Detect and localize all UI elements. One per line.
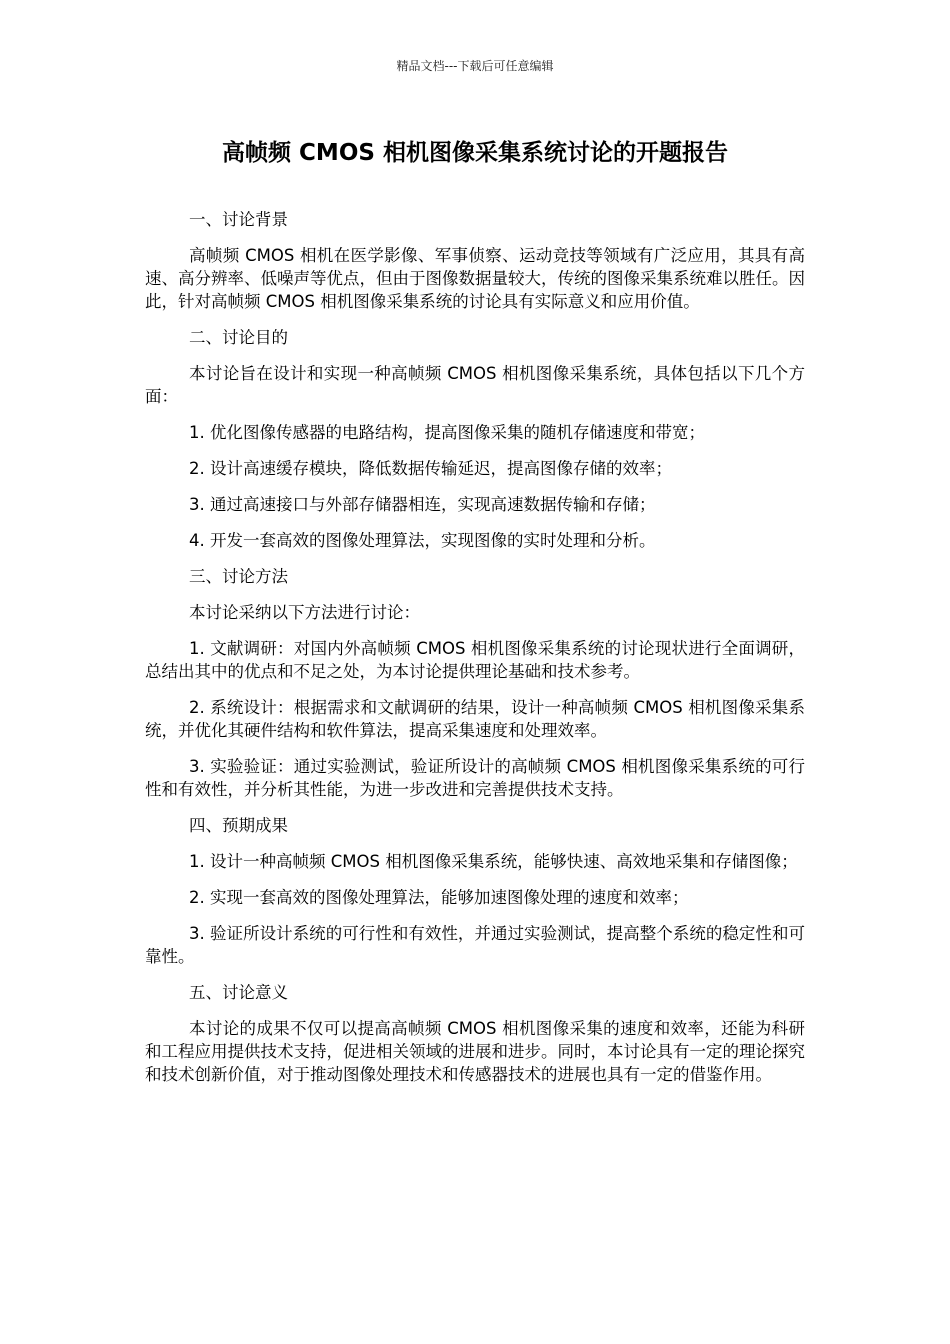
section-heading-background: 一、讨论背景 [189, 210, 288, 229]
list-item-method-3: 3. 实验验证：通过实验测试，验证所设计的高帧频 CMOS 相机图像采集系统的可行性和有效性，并分析其性能，为进一步改进和完善提供技术支持。 [145, 757, 805, 799]
list-item-purpose-1: 1. 优化图像传感器的电路结构，提高图像采集的随机存储速度和带宽； [189, 423, 705, 442]
paragraph-significance: 本讨论的成果不仅可以提高高帧频 CMOS 相机图像采集的速度和效率，还能为科研和工程应用提供技术支持，促进相关领域的进展和进步。同时，本讨论具有一定的理论探究和技术创新价值，对于推动图像处理技术和传感器技术的进展也具有一定的借鉴作用。 [145, 1019, 805, 1084]
paragraph-method-intro: 本讨论采纳以下方法进行讨论： [189, 603, 420, 622]
paragraph-purpose-intro: 本讨论旨在设计和实现一种高帧频 CMOS 相机图像采集系统，具体包括以下几个方面： [145, 364, 805, 406]
list-item-method-2: 2. 系统设计：根据需求和文献调研的结果，设计一种高帧频 CMOS 相机图像采集系统，并优化其硬件结构和软件算法，提高采集速度和处理效率。 [145, 698, 805, 740]
header-note: 精品文档---下载后可任意编辑 [396, 59, 554, 73]
list-item-outcome-3: 3. 验证所设计系统的可行性和有效性，并通过实验测试，提高整个系统的稳定性和可靠性。 [145, 924, 805, 966]
list-item-purpose-2: 2. 设计高速缓存模块，降低数据传输延迟，提高图像存储的效率； [189, 459, 672, 478]
section-heading-method: 三、讨论方法 [189, 567, 288, 586]
section-heading-significance: 五、讨论意义 [189, 983, 288, 1002]
list-item-purpose-3: 3. 通过高速接口与外部存储器相连，实现高速数据传输和存储； [189, 495, 656, 514]
document-body [145, 208, 805, 1099]
section-heading-purpose: 二、讨论目的 [189, 328, 288, 347]
list-item-outcome-1: 1. 设计一种高帧频 CMOS 相机图像采集系统，能够快速、高效地采集和存储图像； [189, 852, 798, 871]
list-item-outcome-2: 2. 实现一套高效的图像处理算法，能够加速图像处理的速度和效率； [189, 888, 689, 907]
list-item-purpose-4: 4. 开发一套高效的图像处理算法，实现图像的实时处理和分析。 [189, 531, 656, 550]
section-heading-outcomes: 四、预期成果 [189, 816, 288, 835]
paragraph-background: 高帧频 CMOS 相机在医学影像、军事侦察、运动竞技等领域有广泛应用，其具有高速、高分辨率、低噪声等优点，但由于图像数据量较大，传统的图像采集系统难以胜任。因此，针对高帧频 CMOS 相机图像采集系统的讨论具有实际意义和应用价值。 [145, 246, 805, 311]
document-title: 高帧频 CMOS 相机图像采集系统讨论的开题报告 [222, 140, 728, 166]
list-item-method-1: 1. 文献调研：对国内外高帧频 CMOS 相机图像采集系统的讨论现状进行全面调研，总结出其中的优点和不足之处，为本讨论提供理论基础和技术参考。 [145, 639, 805, 681]
